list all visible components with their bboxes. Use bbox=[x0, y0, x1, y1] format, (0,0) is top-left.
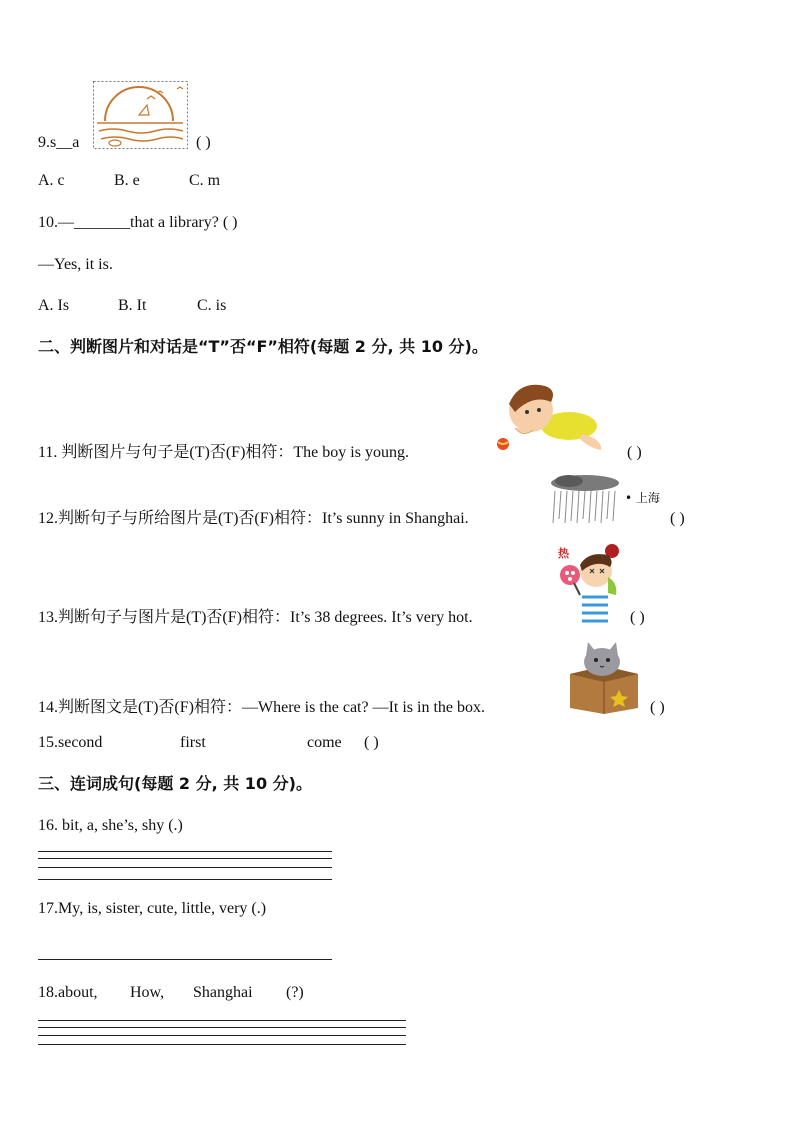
section2-title: 二、判断图片和对话是“T”否“F”相符(每题 2 分, 共 10 分)。 bbox=[38, 337, 488, 356]
q18-word-1: 18.about, bbox=[38, 984, 98, 1001]
q12-place-label: • 上海 bbox=[625, 491, 660, 505]
q15-word-2: first bbox=[180, 734, 206, 751]
cat-in-box-image bbox=[566, 638, 642, 714]
q14-text: 14.判断图文是(T)否(F)相符：—Where is the cat? —It is in the box. bbox=[38, 699, 486, 716]
q16-answer-line-1[interactable] bbox=[38, 851, 332, 852]
q16-answer-line-4[interactable] bbox=[38, 879, 332, 880]
q18-answer-line-4[interactable] bbox=[38, 1044, 406, 1045]
q12-text: 12.判断句子与所给图片是(T)否(F)相符：It’s sunny in Shanghai. bbox=[38, 510, 469, 527]
q16-text: 16. bit, a, she’s, shy (.) bbox=[38, 817, 183, 834]
q10-stem: 10.—_______that a library? ( ) bbox=[38, 214, 238, 231]
q10-option-b: B. It bbox=[118, 297, 147, 314]
q9-option-c: C. m bbox=[189, 172, 221, 189]
q18-word-4: (?) bbox=[286, 984, 304, 1001]
hot-girl-image bbox=[556, 543, 620, 625]
q10-reply: —Yes, it is. bbox=[38, 256, 113, 273]
q16-answer-line-3[interactable] bbox=[38, 867, 332, 868]
sunset-sea-image bbox=[93, 81, 188, 149]
q15-word-3: come bbox=[307, 734, 342, 751]
q18-answer-line-2[interactable] bbox=[38, 1027, 406, 1028]
rain-cloud-icon bbox=[549, 475, 621, 525]
q17-text: 17.My, is, sister, cute, little, very (.) bbox=[38, 900, 267, 917]
q13-answer-paren: ( ) bbox=[630, 609, 645, 626]
q16-answer-line-2[interactable] bbox=[38, 858, 332, 859]
section3-title: 三、连词成句(每题 2 分, 共 10 分)。 bbox=[38, 774, 312, 793]
q11-text: 11. 判断图片与句子是(T)否(F)相符：The boy is young. bbox=[38, 444, 409, 461]
crawling-baby-image bbox=[493, 378, 611, 458]
q9-prefix: 9.s__a bbox=[38, 134, 80, 151]
hot-label: 热 bbox=[558, 547, 569, 560]
q14-answer-paren: ( ) bbox=[650, 699, 665, 716]
q10-option-a: A. Is bbox=[38, 297, 70, 314]
q12-answer-paren: ( ) bbox=[670, 510, 685, 527]
q12-place-text: 上海 bbox=[635, 491, 660, 505]
q9-answer-paren: ( ) bbox=[196, 134, 211, 151]
q9-option-a: A. c bbox=[38, 172, 65, 189]
q10-option-c: C. is bbox=[197, 297, 227, 314]
q18-word-3: Shanghai bbox=[193, 984, 253, 1001]
q15-word-1: 15.second bbox=[38, 734, 103, 751]
q11-answer-paren: ( ) bbox=[627, 444, 642, 461]
q17-answer-line[interactable] bbox=[38, 959, 332, 960]
q18-word-2: How, bbox=[130, 984, 165, 1001]
q18-answer-line-3[interactable] bbox=[38, 1035, 406, 1036]
q15-answer-paren: ( ) bbox=[364, 734, 379, 751]
q13-text: 13.判断句子与图片是(T)否(F)相符：It’s 38 degrees. It’s very hot. bbox=[38, 609, 473, 626]
q9-option-b: B. e bbox=[114, 172, 140, 189]
q18-answer-line-1[interactable] bbox=[38, 1020, 406, 1021]
